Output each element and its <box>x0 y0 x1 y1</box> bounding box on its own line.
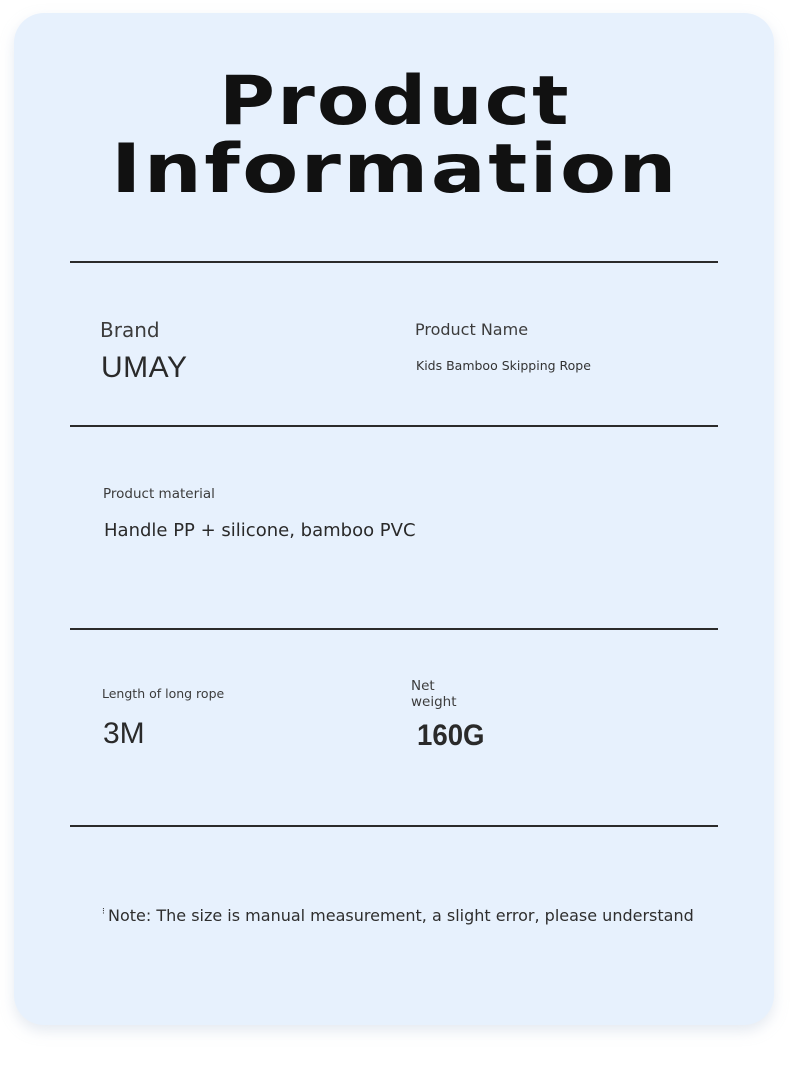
product-name-value: Kids Bamboo Skipping Rope <box>416 358 591 373</box>
divider <box>70 425 718 427</box>
brand-label: Brand <box>100 318 160 342</box>
material-label: Product material <box>103 486 215 502</box>
material-value: Handle PP + silicone, bamboo PVC <box>104 520 416 541</box>
measurement-note: Note: The size is manual measurement, a slight error, please understand <box>108 906 694 925</box>
page-title-line-2: Information <box>111 130 679 209</box>
net-weight-label-line-2: weight <box>411 693 457 710</box>
divider <box>70 825 718 827</box>
divider <box>70 628 718 630</box>
rope-length-value: 3M <box>103 717 145 750</box>
brand-value: UMAY <box>101 351 188 384</box>
net-weight-value: 160G <box>417 719 485 752</box>
page-title-line-1: Product <box>219 62 571 141</box>
note-marker-icon: ⁝ <box>102 907 105 917</box>
product-name-label: Product Name <box>415 320 529 339</box>
divider <box>70 261 718 263</box>
rope-length-label: Length of long rope <box>102 686 225 701</box>
net-weight-label <box>411 679 457 710</box>
net-weight-label-line-1: Net <box>411 678 435 694</box>
